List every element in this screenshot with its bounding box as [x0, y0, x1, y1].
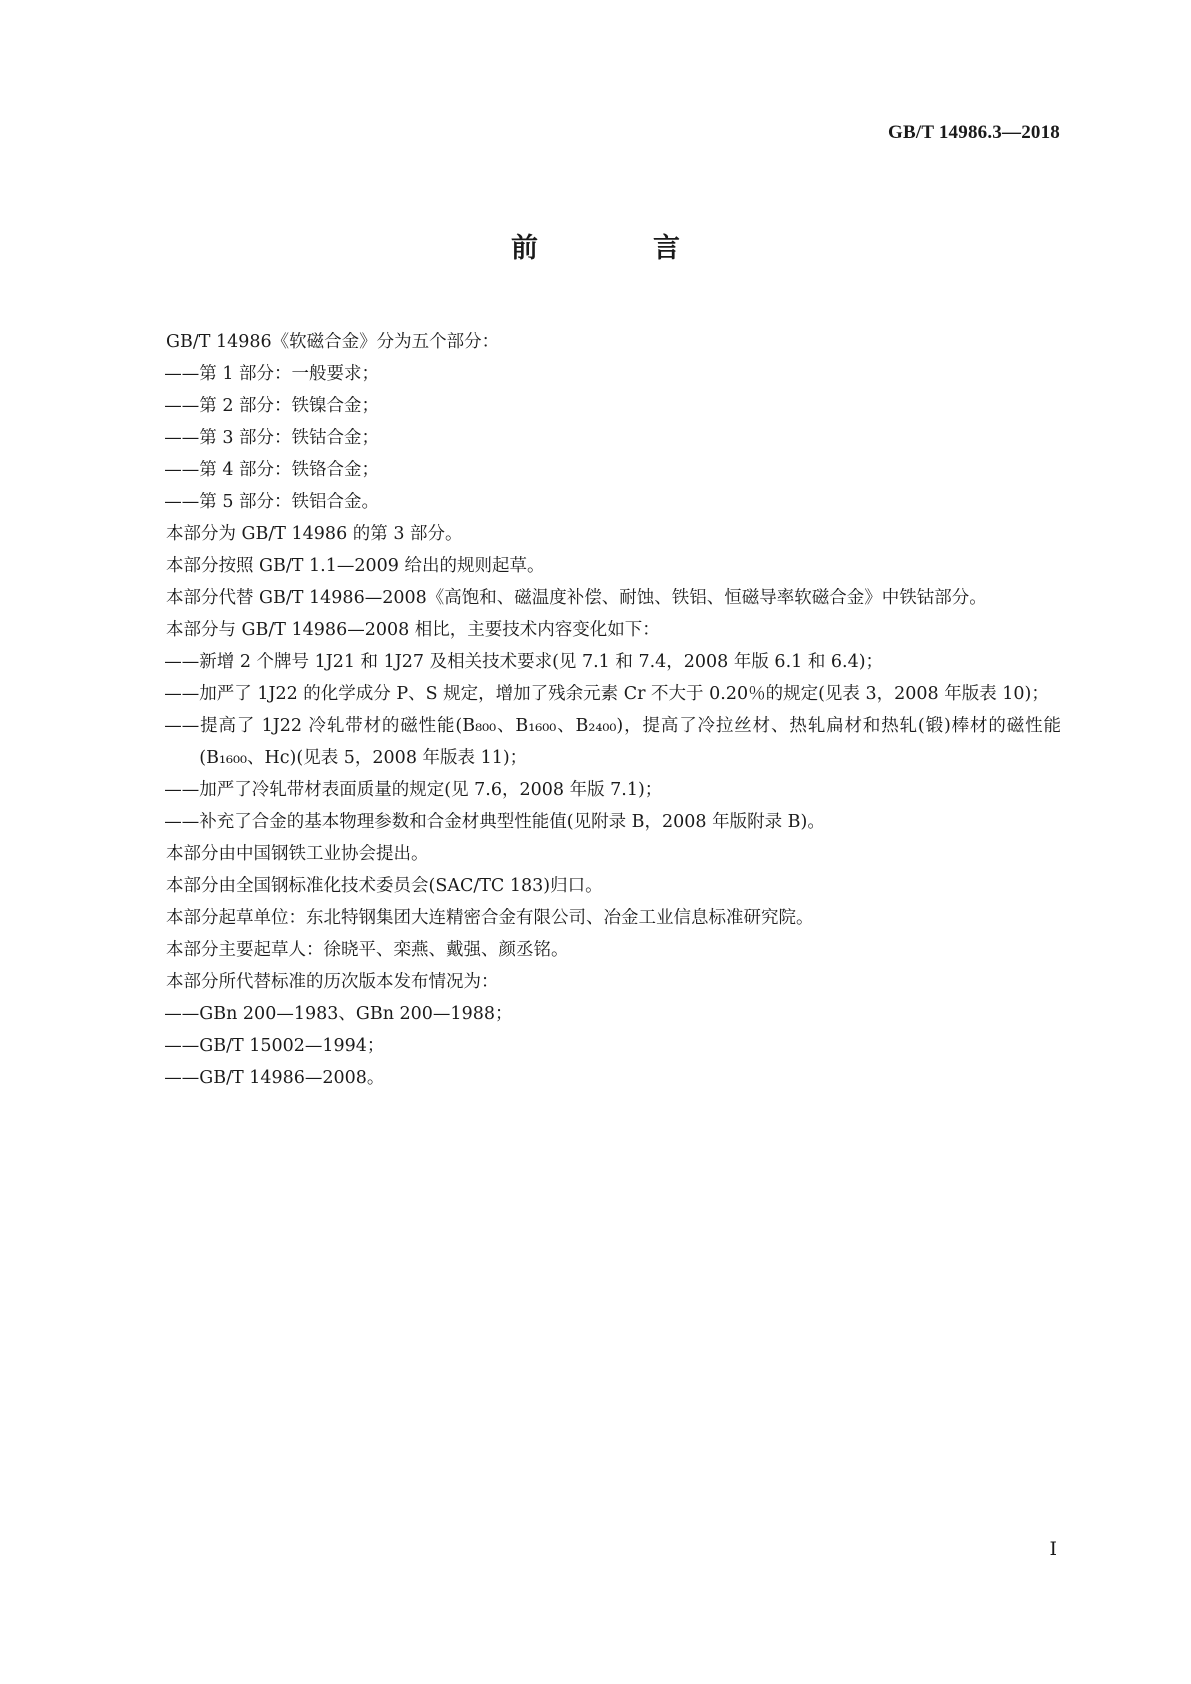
list-item: ——提高了 1J22 冷轧带材的磁性能(B₈₀₀、B₁₆₀₀、B₂₄₀₀)，提高了冷拉丝材、热轧扁材和热轧(锻)棒材的磁性能(B₁₆₀₀、Hc)(见表 5，2008 年版表 11)； — [164, 716, 1061, 768]
list-item: ——新增 2 个牌号 1J21 和 1J27 及相关技术要求(见 7.1 和 7.4，2008 年版 6.1 和 6.4)； — [164, 652, 884, 672]
list-item: ——GB/T 14986—2008。 — [164, 1068, 385, 1088]
list-item: ——加严了 1J22 的化学成分 P、S 规定，增加了残余元素 Cr 不大于 0.20％的规定(见表 3，2008 年版表 10)； — [164, 684, 1049, 704]
paragraph: 本部分由中国钢铁工业协会提出。 — [166, 844, 429, 864]
paragraph: 本部分按照 GB/T 1.1—2009 给出的规则起草。 — [166, 556, 545, 576]
list-item: ——补充了合金的基本物理参数和合金材典型性能值(见附录 B，2008 年版附录 B)。 — [164, 812, 825, 832]
list-item: ——加严了冷轧带材表面质量的规定(见 7.6，2008 年版 7.1)； — [164, 780, 663, 800]
list-item: ——第 5 部分：铁铝合金。 — [164, 492, 380, 512]
paragraph: 本部分所代替标准的历次版本发布情况为： — [166, 972, 499, 992]
list-item: ——第 1 部分：一般要求； — [164, 364, 380, 384]
page-title: 前 言 — [511, 233, 724, 264]
paragraph: 本部分为 GB/T 14986 的第 3 部分。 — [166, 524, 463, 544]
paragraph: 本部分代替 GB/T 14986—2008《高饱和、磁温度补偿、耐蚀、铁铝、恒磁导率软磁合金》中铁钴部分。 — [166, 588, 987, 608]
paragraph: GB/T 14986《软磁合金》分为五个部分： — [166, 332, 500, 352]
list-item: ——第 4 部分：铁铬合金； — [164, 460, 380, 480]
list-item: ——GB/T 15002—1994； — [164, 1036, 385, 1056]
page-number: I — [1049, 1538, 1057, 1560]
paragraph: 本部分与 GB/T 14986—2008 相比，主要技术内容变化如下： — [166, 620, 660, 640]
standard-code: GB/T 14986.3—2018 — [888, 122, 1060, 143]
list-item: ——第 2 部分：铁镍合金； — [164, 396, 380, 416]
paragraph: 本部分主要起草人：徐晓平、栾燕、戴强、颜丞铭。 — [166, 940, 569, 960]
paragraph: 本部分由全国钢标准化技术委员会(SAC/TC 183)归口。 — [166, 876, 603, 896]
foreword-body — [131, 326, 1061, 1094]
list-item: ——第 3 部分：铁钴合金； — [164, 428, 380, 448]
paragraph: 本部分起草单位：东北特钢集团大连精密合金有限公司、冶金工业信息标准研究院。 — [166, 908, 814, 928]
list-item: ——GBn 200—1983、GBn 200—1988； — [164, 1004, 513, 1024]
